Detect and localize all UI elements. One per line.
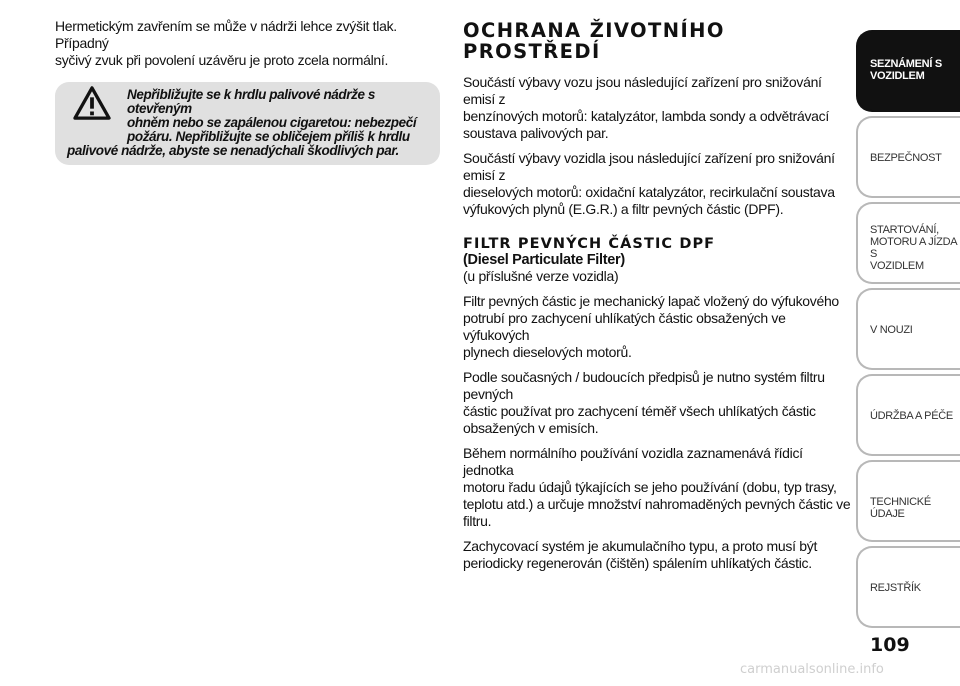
- text-line: soustava palivových par.: [463, 125, 609, 141]
- text-line: Zachycovací systém je akumulačního typu, a proto musí být: [463, 538, 818, 554]
- text-line: plynech dieselových motorů.: [463, 344, 632, 360]
- tab-label: V NOUZI: [870, 324, 913, 336]
- section-subtitle: (Diesel Particulate Filter): [463, 252, 625, 268]
- text-line: Podle současných / budoucích předpisů je nutno systém filtru pevných: [463, 369, 825, 402]
- intro-paragraph: [55, 18, 440, 69]
- title-line: PROSTŘEDÍ: [463, 40, 601, 63]
- dpf-paragraph-3: [463, 445, 853, 530]
- main-column: [463, 20, 853, 572]
- environment-paragraph-1: [463, 74, 853, 142]
- tab-label: TECHNICKÉ ÚDAJE: [870, 496, 931, 520]
- text-line: částic používat pro zachycení téměř všech uhlíkatých částic: [463, 403, 816, 419]
- page-number: 109: [870, 634, 910, 656]
- warning-line: požáru. Nepřibližujte se obličejem příliš k hrdlu: [127, 129, 410, 144]
- text-line: potrubí pro zachycení uhlíkatých částic obsažených ve výfukových: [463, 310, 786, 343]
- text-line: periodicky regenerován (čištěn) spálením uhlíkatých částic.: [463, 555, 812, 571]
- warning-line: palivové nádrže, abyste se nenadýchali škodlivých par.: [67, 143, 399, 158]
- tab-label: SEZNÁMENÍ S: [870, 58, 942, 70]
- tab-label: STARTOVÁNÍ,: [870, 224, 939, 236]
- tab-label: VOZIDLEM: [870, 260, 924, 272]
- warning-line: Nepřibližujte se k hrdlu palivové nádrže s otevřeným: [127, 87, 376, 116]
- text-line: Filtr pevných částic je mechanický lapač vložený do výfukového: [463, 293, 839, 309]
- intro-line: syčivý zvuk při povolení uzávěru je proto zcela normální.: [55, 52, 389, 68]
- text-line: dieselových motorů: oxidační katalyzátor, recirkulační soustava: [463, 184, 835, 200]
- tab-seznameni-s-vozidlem[interactable]: [856, 30, 960, 112]
- tab-label: VOZIDLEM: [870, 70, 925, 82]
- warning-box: [55, 82, 440, 165]
- text-line: benzínových motorů: katalyzátor, lambda sondy a odvětrávací: [463, 108, 829, 124]
- environment-paragraph-2: [463, 150, 853, 218]
- tab-startovani[interactable]: [856, 202, 960, 284]
- tab-label: MOTORU A JÍZDA S: [870, 236, 957, 260]
- chapter-tabs: [856, 30, 960, 632]
- tab-v-nouzi[interactable]: [856, 288, 960, 370]
- text-line: motoru řadu údajů týkajících se jeho používání (dobu, typ trasy,: [463, 479, 837, 495]
- intro-line: Hermetickým zavřením se může v nádrži lehce zvýšit tlak. Případný: [55, 18, 397, 51]
- text-line: teplotu atd.) a určuje množství nahromaděných pevných částic ve filtru.: [463, 496, 851, 529]
- title-line: OCHRANA ŽIVOTNÍHO: [463, 19, 725, 42]
- tab-udrzba-a-pece[interactable]: [856, 374, 960, 456]
- text-line: obsažených v emisích.: [463, 420, 599, 436]
- tab-rejstrik[interactable]: [856, 546, 960, 628]
- section-title-dpf: FILTR PEVNÝCH ČÁSTIC DPF: [463, 236, 716, 252]
- tab-technicke-udaje[interactable]: [856, 460, 960, 542]
- dpf-paragraph-4: [463, 538, 853, 572]
- dpf-paragraph-1: [463, 293, 853, 361]
- watermark: carmanualsonline.info: [740, 662, 884, 677]
- warning-text: [67, 88, 428, 158]
- warning-line: ohněm nebo se zapálenou cigaretou: nebezpečí: [127, 115, 417, 130]
- section-title-environment: [463, 20, 853, 62]
- warning-triangle-icon: [73, 86, 111, 120]
- text-line: Součástí výbavy vozu jsou následující zařízení pro snižování emisí z: [463, 74, 822, 107]
- tab-bezpecnost[interactable]: [856, 116, 960, 198]
- tab-label: BEZPEČNOST: [870, 152, 942, 164]
- text-line: výfukových plynů (E.G.R.) a filtr pevných částic (DPF).: [463, 201, 784, 217]
- text-line: Součástí výbavy vozidla jsou následující zařízení pro snižování emisí z: [463, 150, 835, 183]
- text-line: Během normálního používání vozidla zaznamenává řídicí jednotka: [463, 445, 803, 478]
- version-note: (u příslušné verze vozidla): [463, 268, 619, 284]
- dpf-paragraph-2: [463, 369, 853, 437]
- tab-label: ÚDRŽBA A PÉČE: [870, 410, 953, 422]
- tab-label: REJSTŘÍK: [870, 582, 921, 594]
